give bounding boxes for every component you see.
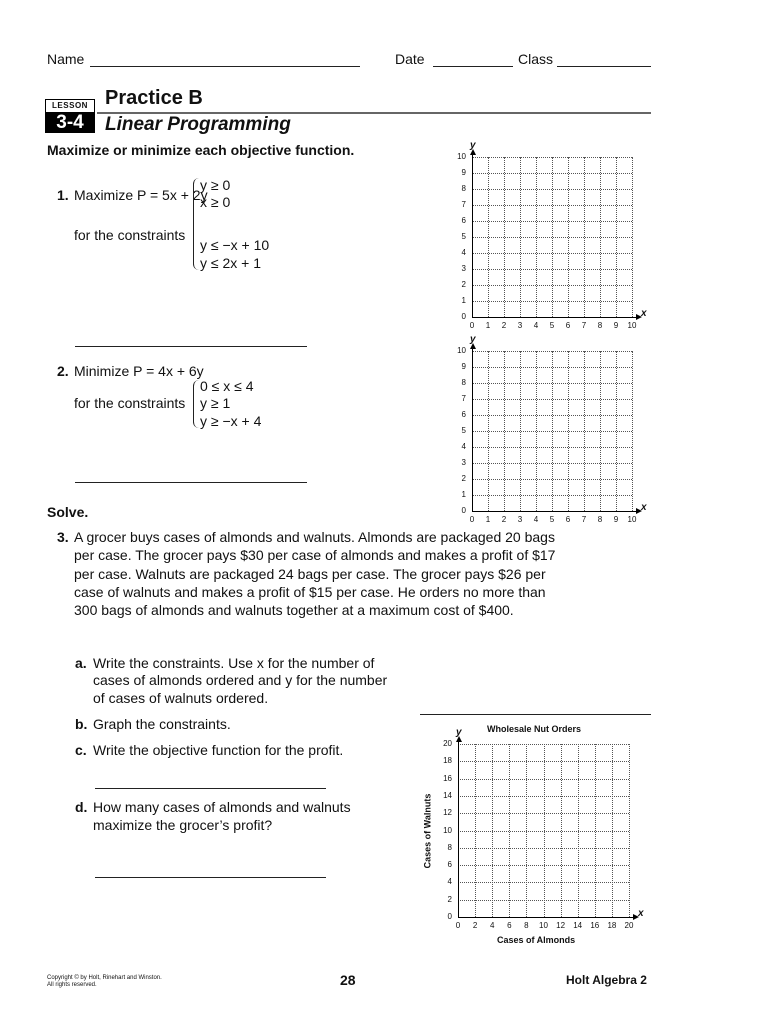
- page-subtitle: Linear Programming: [105, 114, 291, 135]
- y-axis-label: y: [470, 140, 476, 151]
- x-tick-label: 4: [489, 921, 495, 930]
- grid-line-vertical: [616, 157, 617, 317]
- lesson-badge: [45, 99, 95, 132]
- x-tick-label: 8: [597, 321, 603, 330]
- x-tick-label: 12: [556, 921, 566, 930]
- grid-line-horizontal: [472, 205, 632, 206]
- x-tick-label: 1: [485, 515, 491, 524]
- grid-line-vertical: [616, 351, 617, 511]
- part-c-label: c.: [75, 742, 87, 758]
- x-axis: [458, 917, 635, 918]
- x-tick-label: 4: [533, 321, 539, 330]
- brace-icon: [193, 380, 199, 428]
- grid-line-vertical: [578, 744, 579, 917]
- grid-line-horizontal: [472, 173, 632, 174]
- constraint: x ≥ 0: [200, 194, 231, 210]
- problem-2-objective: Minimize P = 4x + 6y: [74, 363, 204, 379]
- y-tick-label: 5: [461, 232, 466, 241]
- name-field[interactable]: [90, 66, 360, 67]
- constraint: y ≤ 2x + 1: [200, 255, 261, 271]
- part-c-text: Write the objective function for the profit.: [93, 742, 344, 758]
- grid-line-horizontal: [458, 779, 629, 780]
- y-axis-label: y: [456, 727, 462, 738]
- constraint: y ≥ −x + 4: [200, 413, 262, 429]
- instructions: Maximize or minimize each objective function.: [47, 142, 355, 158]
- x-tick-label: 8: [597, 515, 603, 524]
- y-tick-label: 9: [461, 362, 466, 371]
- y-tick-label: 6: [461, 216, 466, 225]
- y-axis: [472, 345, 473, 511]
- grid-line-horizontal: [472, 221, 632, 222]
- lesson-tag: LESSON: [45, 99, 95, 113]
- problem-1-objective: Maximize P = 5x + 2y: [74, 187, 208, 203]
- date-field[interactable]: [433, 66, 513, 67]
- y-axis: [458, 738, 459, 917]
- part-b-label: b.: [75, 716, 88, 732]
- x-tick-label: 14: [573, 921, 583, 930]
- part-a-label: a.: [75, 655, 87, 671]
- problem-1-number: 1.: [57, 187, 69, 203]
- y-tick-label: 4: [461, 248, 466, 257]
- grid-line-vertical: [584, 157, 585, 317]
- y-tick-label: 16: [443, 773, 452, 783]
- y-tick-label: 3: [461, 458, 466, 467]
- x-tick-label: 4: [533, 515, 539, 524]
- constraint: y ≥ 1: [200, 395, 231, 411]
- problem-3-text: per case. The grocer pays $30 per case of almonds and makes a profit of $17: [74, 547, 556, 563]
- grid-line-horizontal: [472, 237, 632, 238]
- grid-line-horizontal: [472, 383, 632, 384]
- grid-line-horizontal: [458, 813, 629, 814]
- grid-line-vertical: [584, 351, 585, 511]
- y-tick-label: 8: [461, 184, 466, 193]
- class-label: Class: [518, 51, 554, 67]
- y-tick-label: 9: [461, 168, 466, 177]
- part-b-text: Graph the constraints.: [93, 716, 231, 732]
- y-tick-label: 4: [447, 877, 452, 887]
- grid-line-horizontal: [472, 431, 632, 432]
- grid-line-vertical: [568, 351, 569, 511]
- x-tick-label: 6: [565, 515, 571, 524]
- y-tick-label: 14: [443, 790, 452, 800]
- y-tick-label: 8: [447, 842, 452, 852]
- x-tick-label: 2: [501, 321, 507, 330]
- x-tick-label: 6: [507, 921, 512, 930]
- y-tick-label: 4: [461, 442, 466, 451]
- name-label: Name: [47, 51, 85, 67]
- y-tick-label: 10: [457, 152, 466, 161]
- y-tick-label: 3: [461, 264, 466, 273]
- problem-2-constraints-label: for the constraints: [74, 395, 186, 411]
- answer-line-d[interactable]: [95, 877, 326, 878]
- grid-line-horizontal: [472, 399, 632, 400]
- y-axis: [472, 151, 473, 317]
- solve-heading: Solve.: [47, 504, 89, 520]
- y-axis-label: y: [470, 334, 476, 345]
- problem-3-text: per case. Walnuts are packaged 24 bags per case. The grocer pays $26 per: [74, 566, 546, 582]
- chart-title: Wholesale Nut Orders: [487, 724, 582, 734]
- y-tick-label: 6: [461, 410, 466, 419]
- y-tick-label: 2: [461, 280, 466, 289]
- y-tick-label: 2: [461, 474, 466, 483]
- constraint: 0 ≤ x ≤ 4: [200, 378, 254, 394]
- lesson-number: 3-4: [45, 113, 95, 133]
- y-tick-label: 7: [461, 394, 466, 403]
- grid-line-horizontal: [472, 189, 632, 190]
- x-tick-label: 5: [549, 321, 555, 330]
- x-tick-label: 2: [472, 921, 478, 930]
- answer-line-2[interactable]: [75, 482, 307, 483]
- x-tick-label: 6: [565, 321, 571, 330]
- y-tick-label: 20: [443, 739, 452, 748]
- x-tick-label: 20: [624, 921, 634, 930]
- page-title: Practice B: [105, 87, 203, 109]
- x-tick-label: 0: [455, 921, 461, 930]
- y-tick-label: 7: [461, 200, 466, 209]
- y-tick-label: 0: [447, 912, 452, 921]
- grid-line-vertical: [612, 744, 613, 917]
- y-tick-label: 10: [443, 825, 452, 835]
- grid-line-vertical: [600, 157, 601, 317]
- y-tick-label: 0: [461, 506, 466, 515]
- answer-line-a[interactable]: [420, 714, 651, 715]
- grid-line-vertical: [629, 744, 630, 917]
- y-tick-label: 1: [461, 296, 466, 305]
- part-a-text: of cases of walnuts ordered.: [93, 690, 269, 706]
- y-tick-label: 12: [443, 808, 452, 818]
- x-tick-label: 9: [613, 321, 619, 330]
- x-tick-label: 0: [469, 515, 475, 524]
- problem-3-text: A grocer buys cases of almonds and walnuts. Almonds are packaged 20 bags: [74, 529, 555, 545]
- grid-line-horizontal: [458, 761, 629, 762]
- x-tick-label: 10: [627, 321, 637, 330]
- part-a-text: Write the constraints. Use x for the number of: [93, 655, 375, 671]
- grid-line-vertical: [595, 744, 596, 917]
- x-tick-label: 18: [607, 921, 617, 930]
- x-tick-label: 10: [539, 921, 548, 930]
- problem-3-number: 3.: [57, 529, 69, 545]
- answer-line-1[interactable]: [75, 346, 307, 347]
- y-tick-label: 6: [447, 860, 452, 870]
- x-tick-label: 16: [590, 921, 600, 930]
- x-tick-label: 9: [613, 515, 619, 524]
- part-d-text: maximize the grocer’s profit?: [93, 817, 273, 833]
- y-tick-label: 10: [457, 346, 466, 355]
- y-tick-label: 8: [461, 378, 466, 387]
- problem-1-constraints-label: for the constraints: [74, 227, 186, 243]
- x-tick-label: 7: [581, 515, 587, 524]
- grid-line-vertical: [632, 157, 633, 317]
- x-tick-label: 3: [517, 321, 523, 330]
- y-tick-label: 0: [461, 312, 466, 321]
- y-tick-label: 5: [461, 426, 466, 435]
- constraint: y ≥ 0: [200, 177, 231, 193]
- grid-line-horizontal: [472, 415, 632, 416]
- x-tick-label: 1: [485, 321, 491, 330]
- x-tick-label: 2: [501, 515, 507, 524]
- x-tick-label: 0: [469, 321, 475, 330]
- grid-line-horizontal: [458, 744, 629, 745]
- copyright: Copyright © by Holt, Rinehart and Winston.: [47, 975, 162, 981]
- problem-2-number: 2.: [57, 363, 69, 379]
- x-tick-label: 8: [524, 921, 529, 930]
- x-axis: [472, 317, 638, 318]
- x-tick-label: 5: [549, 515, 555, 524]
- answer-line-c[interactable]: [95, 788, 326, 789]
- grid-line-horizontal: [472, 367, 632, 368]
- constraint: y ≤ −x + 10: [200, 237, 270, 253]
- brace-icon: [193, 178, 199, 270]
- y-tick-label: 1: [461, 490, 466, 499]
- problem-3-text: case of walnuts and makes a profit of $15 per case. He orders no more than: [74, 584, 546, 600]
- x-axis-label: x: [641, 502, 647, 513]
- y-tick-label: 2: [447, 894, 452, 904]
- x-tick-label: 3: [517, 515, 523, 524]
- x-tick-label: 7: [581, 321, 587, 330]
- x-axis-label: x: [641, 308, 647, 319]
- grid-line-vertical: [600, 351, 601, 511]
- grid-line-horizontal: [458, 831, 629, 832]
- part-d-label: d.: [75, 799, 88, 815]
- part-a-text: cases of almonds ordered and y for the number: [93, 672, 388, 688]
- problem-3-text: 300 bags of almonds and walnuts together at a maximum cost of $400.: [74, 602, 514, 618]
- grid-line-horizontal: [458, 796, 629, 797]
- book-title: Holt Algebra 2: [566, 973, 647, 987]
- grid-line-horizontal: [472, 351, 632, 352]
- class-field[interactable]: [557, 66, 651, 67]
- date-label: Date: [395, 51, 425, 67]
- page-number: 28: [340, 972, 356, 988]
- part-d-text: How many cases of almonds and walnuts: [93, 799, 351, 815]
- y-tick-label: 18: [443, 756, 452, 766]
- grid-line-vertical: [561, 744, 562, 917]
- grid-line-vertical: [568, 157, 569, 317]
- y-axis-title: Cases of Walnuts: [422, 793, 433, 869]
- grid-line-vertical: [632, 351, 633, 511]
- x-axis-label: x: [638, 908, 644, 919]
- grid-line-horizontal: [472, 157, 632, 158]
- x-tick-label: 10: [627, 515, 637, 524]
- x-axis: [472, 511, 638, 512]
- copyright: All rights reserved.: [47, 982, 97, 988]
- x-axis-title: Cases of Almonds: [497, 935, 576, 945]
